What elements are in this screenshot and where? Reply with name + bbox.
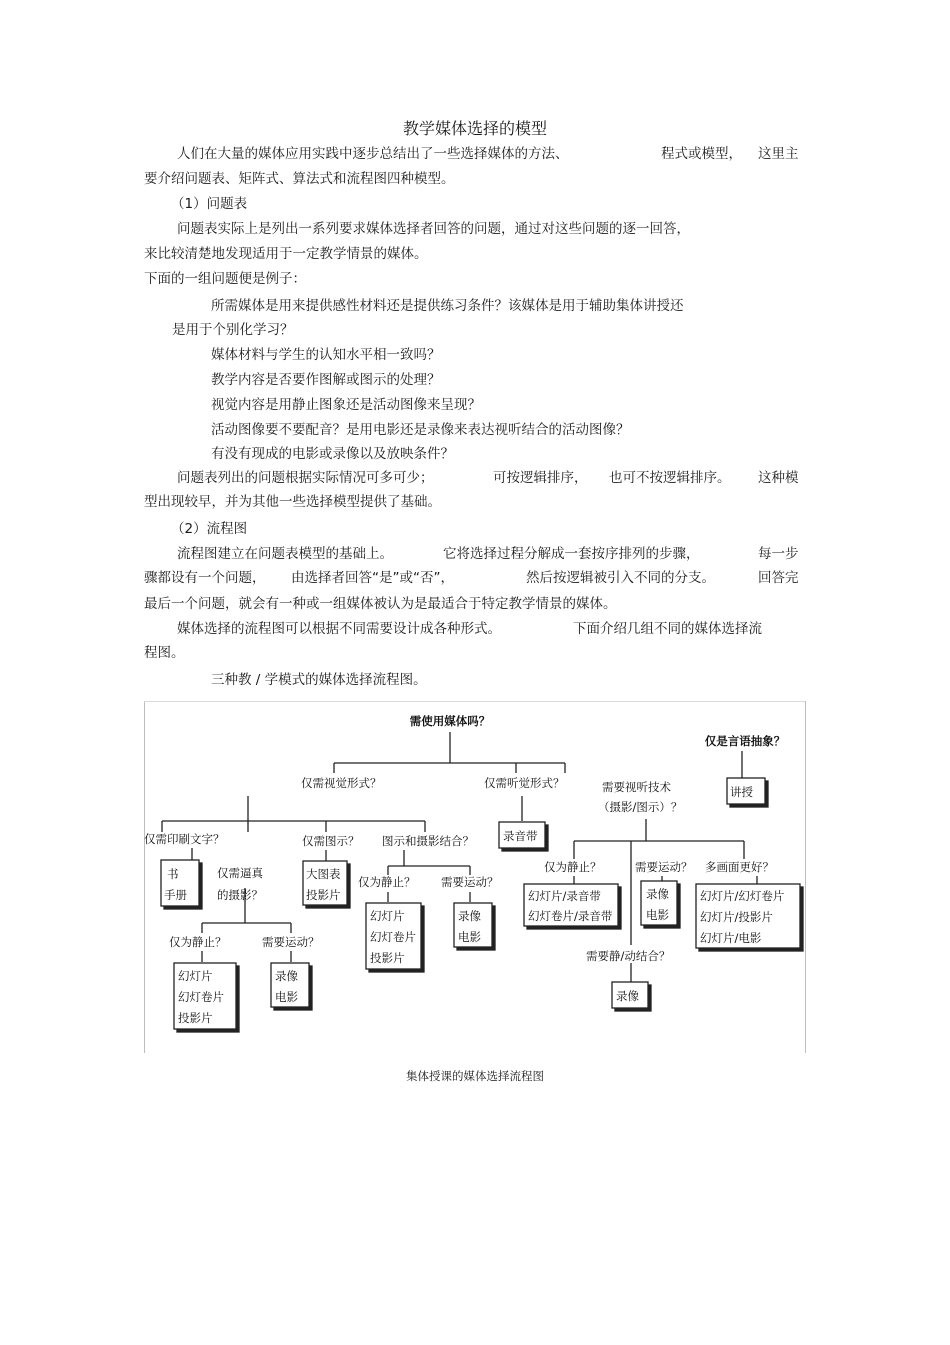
paragraph-questionnaire: 来比较清楚地发现适用于一定教学情景的媒体。 [144,246,428,262]
node-realistic-photo: 的摄影？ [217,888,263,902]
paragraph-flowchart: 它将选择过程分解成一套按序排列的步骤， [443,546,700,562]
node-video-b: 录像 [458,909,481,923]
node-video-b: 电影 [458,930,481,944]
paragraph-questionnaire-summary: 问题表列出的问题根据实际情况可多可少； [177,470,434,486]
paragraph-flowchart: 骤都设有一个问题， [144,570,266,586]
question-item: 视觉内容是用静止图象还是活动图像来呈现？ [211,397,481,413]
node-multi-options: 幻灯片/幻灯卷片 [700,889,785,903]
node-av-c: 幻灯卷片/录音带 [528,909,613,923]
question-item: 有没有现成的电影或录像以及放映条件？ [211,446,454,462]
node-motion-c: 需要运动？ [635,860,693,874]
paragraph-example-lead: 下面的一组问题便是例子： [144,271,306,287]
section-heading-questionnaire: （1）问题表 [171,196,248,212]
page-title: 教学媒体选择的模型 [402,119,547,138]
node-book: 手册 [164,888,187,902]
node-chart: 大图表 [306,867,341,881]
media-selection-flowchart [144,701,806,1053]
paragraph-questionnaire-summary: 型出现较早，并为其他一些选择模型提供了基础。 [144,494,441,510]
node-multi-options: 幻灯片/电影 [700,931,762,945]
node-root: 需使用媒体吗？ [409,714,491,728]
node-video-d: 录像 [616,989,639,1003]
node-slides-b: 幻灯片 [370,909,405,923]
node-video-a: 电影 [275,990,298,1004]
figure-caption: 集体授课的媒体选择流程图 [406,1069,544,1083]
question-item: 活动图像要不要配音？是用电影还是录像来表达视听结合的活动图像？ [211,422,630,438]
node-only-verbal: 仅是言语抽象？ [704,734,786,748]
paragraph-flowchart: 由选择者回答“是”或“否”， [291,570,454,586]
paragraph-intro: 人们在大量的媒体应用实践中逐步总结出了一些选择媒体的方法、 [177,146,569,162]
paragraph-flowchart-forms: 程图。 [144,645,185,661]
paragraph-intro: 要介绍问题表、矩阵式、算法式和流程图四种模型。 [144,171,455,187]
node-still-a: 仅为静止？ [169,935,227,949]
node-print-only: 仅需印刷文字？ [144,832,225,846]
question-item: 教学内容是否要作图解或图示的处理？ [211,372,441,388]
paragraph-questionnaire-summary: 可按逻辑排序， [493,470,588,486]
node-multi: 多画面更好？ [705,860,774,874]
node-video-c: 录像 [646,887,669,901]
node-slides-b: 投影片 [370,951,405,965]
paragraph-flowchart: 然后按逻辑被引入不同的分支。 [526,570,715,586]
node-still-b: 仅为静止？ [358,875,416,889]
section-heading-flowchart: （2）流程图 [171,521,248,537]
node-audiovisual: 需要视听技术 [602,780,671,794]
node-motion-b: 需要运动？ [441,875,499,889]
node-realistic-photo: 仅需逼真 [217,866,263,880]
node-lecture: 讲授 [730,785,753,799]
node-video-c: 电影 [646,908,669,922]
node-still-motion: 需要静/动结合？ [586,949,671,963]
node-multi-options: 幻灯片/投影片 [700,910,773,924]
paragraph-flowchart: 流程图建立在问题表模型的基础上。 [177,546,393,562]
node-diagram-photo: 图示和摄影结合？ [382,834,474,848]
node-book: 书 [167,867,179,881]
paragraph-intro: 这里主 [758,146,799,162]
node-slides-a: 幻灯片 [178,969,213,983]
node-only-diagram: 仅需图示？ [302,834,360,848]
paragraph-flowchart-forms: 媒体选择的流程图可以根据不同需要设计成各种形式。 [177,621,501,637]
node-audiovisual: （摄影/图示）？ [598,800,683,814]
paragraph-questionnaire-summary: 这种模 [758,470,799,486]
node-only-audio: 仅需听觉形式？ [484,776,565,790]
node-tape: 录音带 [503,829,538,843]
paragraph-flowchart: 最后一个问题，就会有一种或一组媒体被认为是最适合于特定教学情景的媒体。 [144,596,617,612]
paragraph-flowchart-forms: 下面介绍几组不同的媒体选择流 [573,621,762,637]
question-item: 媒体材料与学生的认知水平相一致吗？ [211,347,441,363]
node-still-c: 仅为静止？ [544,860,602,874]
paragraph-intro: 程式或模型， [661,146,742,162]
node-slides-a: 幻灯卷片 [178,990,224,1004]
paragraph-flowchart: 回答完 [758,570,799,586]
node-chart: 投影片 [306,888,341,902]
node-video-a: 录像 [275,969,298,983]
paragraph-questionnaire: 问题表实际上是列出一系列要求媒体选择者回答的问题，通过对这些问题的逐一回答， [177,221,690,237]
question-item: 是用于个别化学习？ [172,322,294,338]
paragraph-flowchart: 每一步 [758,546,799,562]
node-motion-a: 需要运动？ [262,935,320,949]
question-item: 所需媒体是用来提供感性材料还是提供练习条件？该媒体是用于辅助集体讲授还 [211,298,684,314]
node-slides-b: 幻灯卷片 [370,930,416,944]
figure-lead: 三种教 / 学模式的媒体选择流程图。 [211,672,427,688]
node-av-c: 幻灯片/录音带 [528,889,601,903]
node-only-visual: 仅需视觉形式？ [301,776,382,790]
paragraph-questionnaire-summary: 也可不按逻辑排序。 [609,470,731,486]
node-slides-a: 投影片 [178,1011,213,1025]
